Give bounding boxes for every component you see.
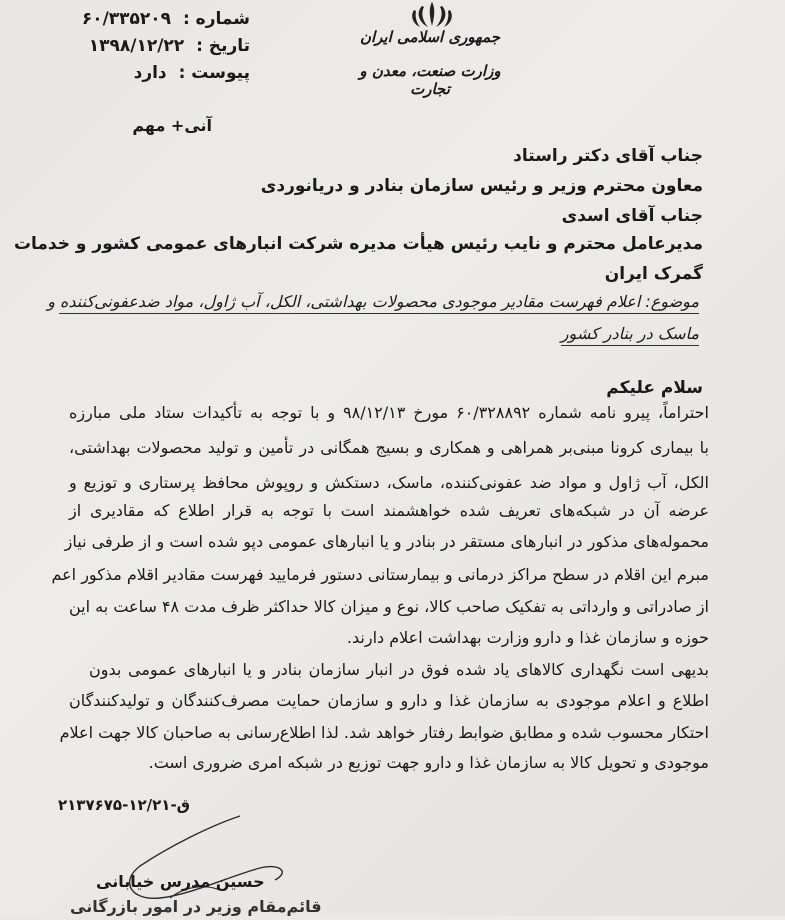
- recipient-line: جناب آقای دکتر راستاد: [513, 146, 703, 166]
- priority-label: آنی+ مهم: [132, 116, 212, 135]
- recipient-line: معاون محترم وزیر و رئیس سازمان بنادر و دریانوردی: [260, 176, 703, 196]
- body-line: عرضه آن در شبکه‌های تعریف شده خواهشمند است با توجه به قرار اطلاع که مقادیری از: [69, 501, 709, 520]
- signer-title: قائم‌مقام وزیر در امور بازرگانی: [70, 897, 322, 916]
- subject-line: ماسک در بنادر کشور: [561, 324, 699, 346]
- body-line: بدیهی است نگهداری کالاهای یاد شده فوق در انبار سازمان بنادر و یا انبارهای عمومی بدون: [89, 660, 709, 679]
- body-line: حوزه و سازمان غذا و دارو وزارت بهداشت اعلام دارند.: [346, 628, 709, 647]
- body-line: احتکار محسوب شده و مطابق ضوابط رفتار خواهد شد. لذا اطلاع‌رسانی به صاحبان کالا جهت اعلام: [59, 723, 709, 742]
- greeting: سلام علیکم: [606, 378, 703, 398]
- letter-attachment: پیوست : دارد: [133, 63, 250, 83]
- iran-emblem-icon: [402, 0, 462, 30]
- subject-line: موضوع: اعلام فهرست مقادیر موجودی محصولات بهداشتی، الکل، آب ژاول، مواد ضدعفونی‌کننده و: [59, 292, 699, 314]
- body-line: مبرم این اقلام در سطح مراکز درمانی و بیمارستانی دستور فرمایید فهرست مقادیر اقلام مذکور اعم: [51, 565, 709, 584]
- recipient-line: مدیرعامل محترم و نایب رئیس هیأت مدیره شرکت انبارهای عمومی کشور و خدمات: [13, 234, 703, 254]
- body-line: موجودی و تحویل کالا به سازمان غذا و دارو جهت توزیع در شبکه امری ضروری است.: [148, 753, 709, 772]
- letter-date: تاریخ : ۱۳۹۸/۱۲/۲۲: [88, 36, 250, 56]
- letter-meta: [60, 6, 250, 87]
- signer-name: حسین مدرس خیابانی: [96, 872, 265, 891]
- body-line: محموله‌های مذکور در انبارهای مستقر در بنادر و یا انبارهای عمومی دپو شده است و از طرفی نیاز: [64, 532, 709, 551]
- body-line: الکل، آب ژاول و مواد ضد عفونی‌کننده، ماسک، دستکش و روپوش محافظ پرستاری و توزیع و: [69, 473, 709, 492]
- body-line: احتراماً، پیرو نامه شماره ۶۰/۳۲۸۸۹۲ مورخ ۹۸/۱۲/۱۳ و با توجه به تأکیدات ستاد ملی مبارزه: [69, 403, 709, 422]
- body-line: با بیماری کرونا مبنی‌بر همراهی و همکاری و بسیج همگانی در تأمین و تولید محصولات بهداشتی،: [69, 438, 709, 457]
- recipient-line: جناب آقای اسدی: [561, 206, 703, 226]
- recipient-line: گمرک ایران: [604, 264, 703, 284]
- ministry-title: وزارت صنعت، معدن و تجارت: [359, 62, 501, 98]
- letter-number: شماره : ۶۰/۳۳۵۲۰۹: [81, 9, 250, 29]
- republic-title: جمهوری اسلامی ایران: [359, 28, 501, 46]
- body-line: اطلاع و اعلام موجودی به سازمان غذا و دارو و سازمان حمایت مصرف‌کنندگان و تولیدکنندگان: [69, 691, 709, 710]
- body-line: از صادراتی و وارداتی به تفکیک صاحب کالا، نوع و میزان کالا حداکثر ظرف مدت ۴۸ ساعت به این: [69, 597, 709, 616]
- reference-code: ق-۱۲/۲۱-۲۱۳۷۶۷۵: [58, 796, 191, 814]
